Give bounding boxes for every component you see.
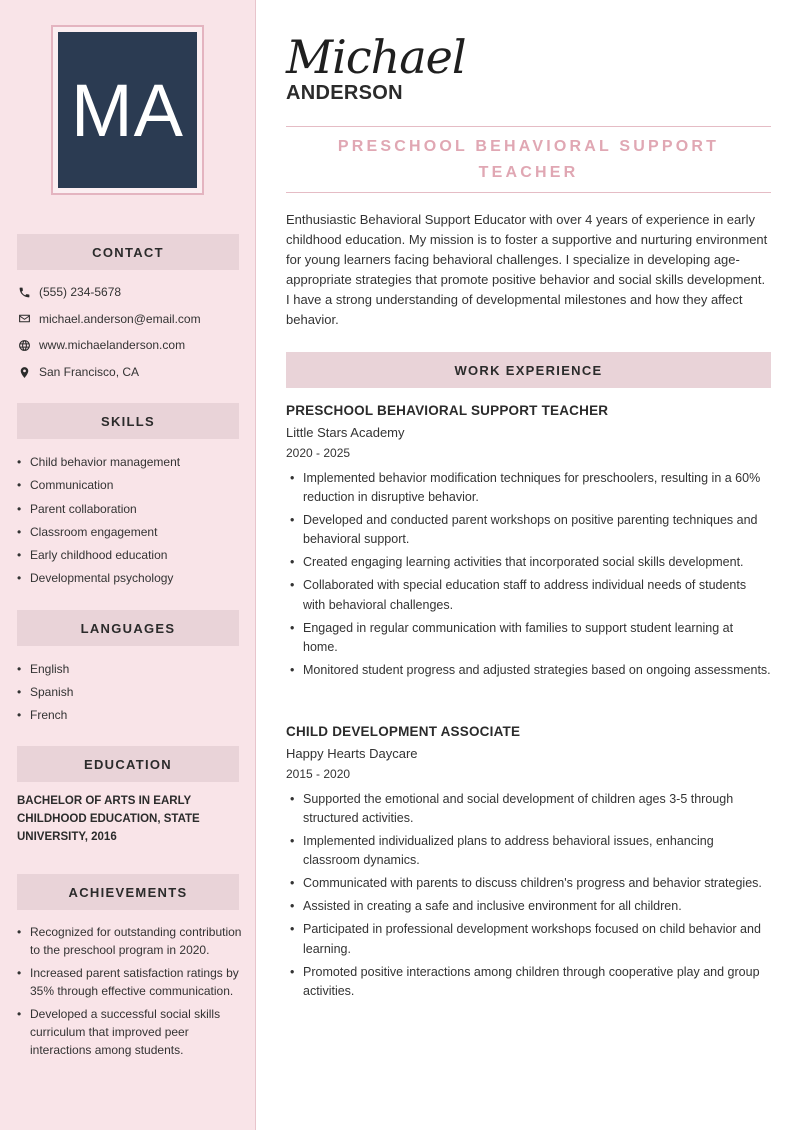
list-item: • Increased parent satisfaction ratings by 35% through effective communication.	[17, 964, 242, 1000]
phone-icon	[17, 285, 31, 299]
job-company: Happy Hearts Daycare	[286, 746, 418, 761]
list-item: • Recognized for outstanding contribution to the preschool program in 2020.	[17, 923, 242, 959]
list-item: • Engaged in regular communication with families to support student learning at home.	[286, 619, 771, 657]
sidebar	[0, 0, 256, 1130]
list-item: • Supported the emotional and social development of children ages 3-5 through structured activities.	[286, 790, 771, 828]
list-item: • Created engaging learning activities that incorporated social skills development.	[286, 553, 771, 572]
job-title-line2: TEACHER	[478, 164, 579, 181]
contact-phone	[17, 279, 247, 306]
list-item: • Parent collaboration	[17, 500, 242, 518]
globe-icon	[17, 338, 31, 352]
list-item: • Implemented behavior modification techniques for preschoolers, resulting in a 60% reduction in disruptive behavior.	[286, 469, 771, 507]
contact-email	[17, 306, 247, 333]
job-company: Little Stars Academy	[286, 425, 405, 440]
job-bullets	[286, 469, 771, 680]
job-title	[286, 134, 771, 186]
contact-website-text: www.michaelanderson.com	[39, 338, 186, 353]
divider-bottom	[286, 192, 771, 193]
contact-heading: CONTACT	[17, 234, 239, 270]
list-item: • Spanish	[17, 683, 242, 701]
location-pin-icon	[17, 365, 31, 379]
education-heading: EDUCATION	[17, 746, 239, 782]
list-item: • Developed and conducted parent workshops on positive parenting techniques and behavioral support.	[286, 511, 771, 549]
summary: Enthusiastic Behavioral Support Educator with over 4 years of experience in early childhood education. My mission is to foster a supportive and nurturing environment for young learners facing behavioral challenges. I specialize in developing age-appropriate strategies that promote positive behavior and social skills development. I have a strong understanding of developmental milestones and how they affect behavior.	[286, 212, 768, 327]
job-entry	[286, 724, 771, 1005]
contact-phone-text: (555) 234-5678	[39, 285, 122, 300]
list-item: • Participated in professional development workshops focused on child behavior and learning.	[286, 920, 771, 958]
skills-heading: SKILLS	[17, 403, 239, 439]
list-item: • Monitored student progress and adjusted strategies based on ongoing assessments.	[286, 661, 771, 680]
languages-heading: LANGUAGES	[17, 610, 239, 646]
list-item: • Developed a successful social skills curriculum that improved peer interactions among students.	[17, 1005, 242, 1059]
last-name: ANDERSON	[286, 82, 403, 104]
contact-list	[17, 279, 247, 385]
languages-list	[17, 660, 242, 730]
list-item: • French	[17, 706, 242, 724]
envelope-icon	[17, 312, 31, 326]
achievements-list	[17, 923, 242, 1064]
job-role: CHILD DEVELOPMENT ASSOCIATE	[286, 724, 521, 739]
job-dates: 2015 - 2020	[286, 767, 351, 781]
list-item: • Communicated with parents to discuss children's progress and behavior strategies.	[286, 874, 771, 893]
job-bullets	[286, 790, 771, 1001]
job-role: PRESCHOOL BEHAVIORAL SUPPORT TEACHER	[286, 403, 609, 418]
job-title-line1: PRESCHOOL BEHAVIORAL SUPPORT	[337, 138, 720, 155]
list-item: • Child behavior management	[17, 453, 242, 471]
contact-website	[17, 332, 247, 359]
list-item: • Classroom engagement	[17, 523, 242, 541]
contact-location	[17, 359, 247, 386]
job-dates: 2020 - 2025	[286, 446, 351, 460]
list-item: • Assisted in creating a safe and inclusive environment for all children.	[286, 897, 771, 916]
list-item: • English	[17, 660, 242, 678]
job-entry	[286, 403, 771, 684]
list-item: • Collaborated with special education staff to address individual needs of students with behavioral challenges.	[286, 576, 771, 614]
list-item: • Developmental psychology	[17, 569, 242, 587]
list-item: • Communication	[17, 476, 242, 494]
achievements-heading: ACHIEVEMENTS	[17, 874, 239, 910]
work-experience-heading: WORK EXPERIENCE	[286, 352, 771, 388]
monogram: MA	[58, 32, 197, 188]
contact-email-text: michael.anderson@email.com	[39, 311, 201, 326]
list-item: • Implemented individualized plans to address behavioral issues, enhancing classroom dynamics.	[286, 832, 771, 870]
education-degree: BACHELOR OF ARTS IN EARLY CHILDHOOD EDUCATION, STATE UNIVERSITY, 2016	[17, 795, 200, 843]
monogram-frame	[51, 25, 204, 195]
list-item: • Promoted positive interactions among children through cooperative play and group activities.	[286, 963, 771, 1001]
contact-location-text: San Francisco, CA	[39, 365, 140, 380]
list-item: • Early childhood education	[17, 546, 242, 564]
skills-list	[17, 453, 242, 593]
divider-top	[286, 126, 771, 127]
first-name: Michael	[286, 30, 466, 84]
